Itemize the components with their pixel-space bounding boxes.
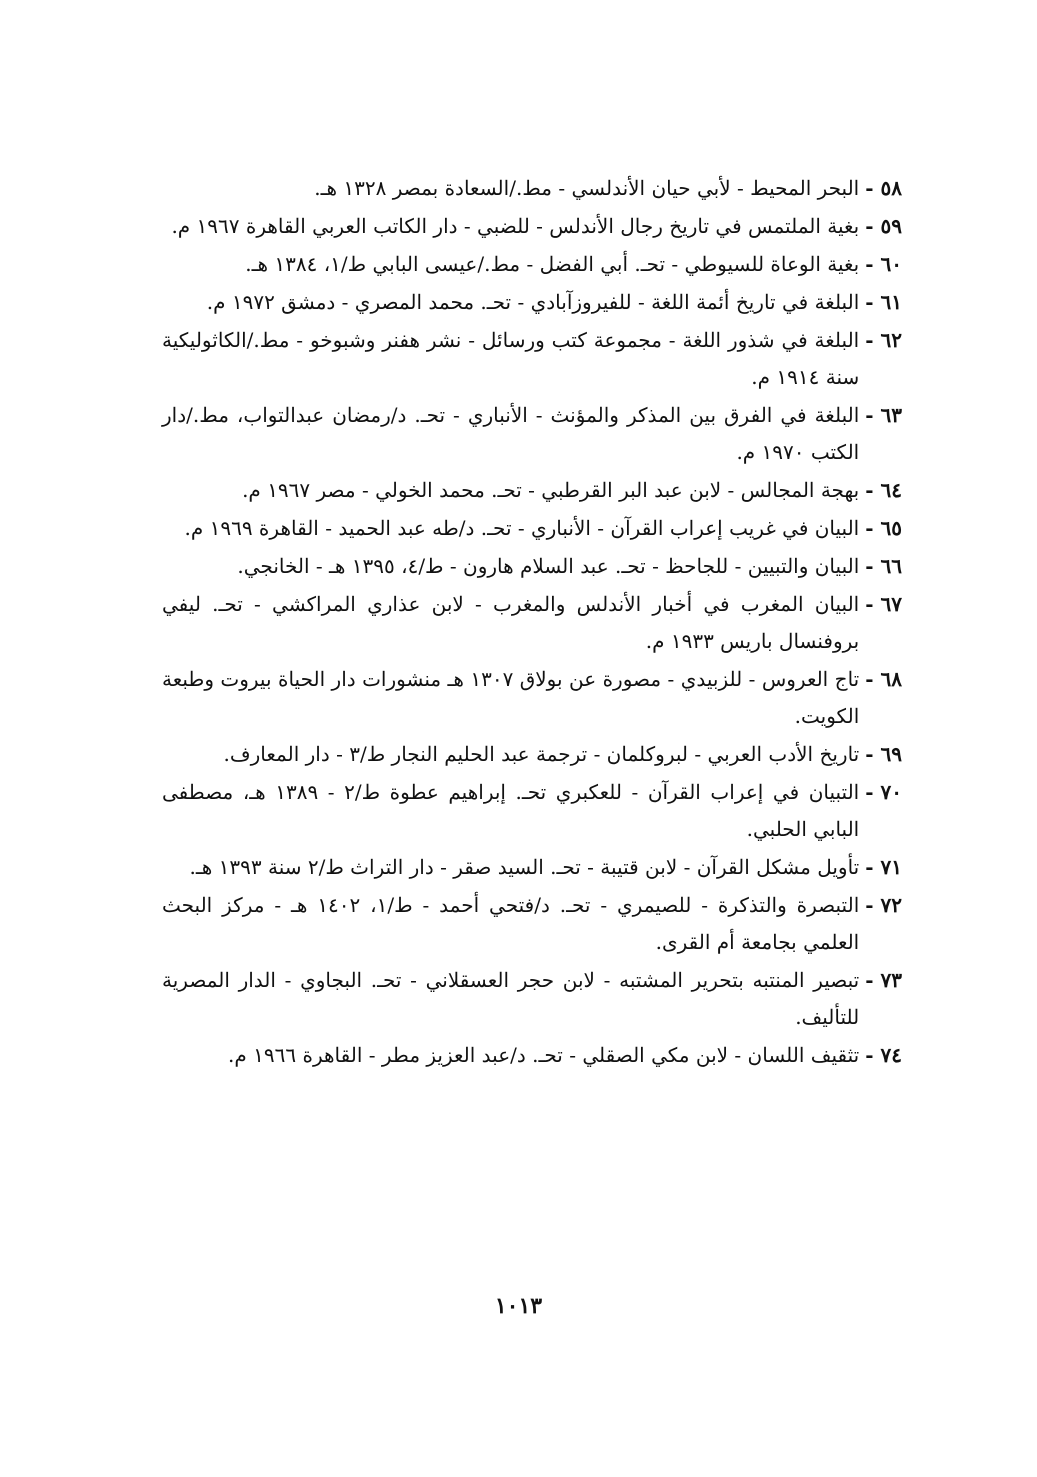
entry-text: التبيان في إعراب القرآن - للعكبري تحـ. إبراهيم عطوة ط/٢ - ١٣٨٩ هـ، مصطفى البابي الحلبي. xyxy=(162,780,860,841)
bibliography-entry xyxy=(162,397,902,471)
bibliography-entry xyxy=(162,774,902,848)
bibliography-entry xyxy=(162,548,902,585)
entry-text: البيان في غريب إعراب القرآن - الأنباري - تحـ. د/طه عبد الحميد - القاهرة ١٩٦٩ م. xyxy=(184,516,860,540)
entry-text: بهجة المجالس - لابن عبد البر القرطبي - تحـ. محمد الخولي - مصر ١٩٦٧ م. xyxy=(242,478,860,502)
bibliography-entry xyxy=(162,661,902,735)
entry-number: ٧١ - xyxy=(865,855,902,879)
bibliography-entry xyxy=(162,887,902,961)
bibliography-entry xyxy=(162,246,902,283)
entry-text: تاريخ الأدب العربي - لبروكلمان - ترجمة عبد الحليم النجار ط/٣ - دار المعارف. xyxy=(223,742,860,766)
entry-text: البيان المغرب في أخبار الأندلس والمغرب - لابن عذاري المراكشي - تحـ. ليفي بروفنسال باريس ١٩٣٣ م. xyxy=(162,592,860,653)
entry-number: ٧٢ - xyxy=(865,893,902,917)
entry-number: ٥٩ - xyxy=(865,214,902,238)
bibliography-entry xyxy=(162,736,902,773)
entry-number: ٦٩ - xyxy=(865,742,902,766)
bibliography-entry xyxy=(162,208,902,245)
entry-text: البلغة في الفرق بين المذكر والمؤنث - الأنباري - تحـ. د/رمضان عبدالتواب، مط./دار الكتب ١٩٧٠ م. xyxy=(162,403,860,464)
entry-number: ٦٦ - xyxy=(865,554,902,578)
entry-text: تاج العروس - للزبيدي - مصورة عن بولاق ١٣٠٧ هـ منشورات دار الحياة بيروت وطبعة الكويت. xyxy=(162,667,860,728)
entry-text: بغية الوعاة للسيوطي - تحـ. أبي الفضل - مط./عيسى البابي ط/١، ١٣٨٤ هـ. xyxy=(245,252,860,276)
bibliography-entry xyxy=(162,510,902,547)
entry-number: ٦٣ - xyxy=(865,403,902,427)
page-number: ١٠١٣ xyxy=(494,1293,543,1319)
entry-number: ٥٨ - xyxy=(865,176,902,200)
entry-text: البلغة في تاريخ أئمة اللغة - للفيروزآبادي - تحـ. محمد المصري - دمشق ١٩٧٢ م. xyxy=(206,290,860,314)
entry-number: ٦٨ - xyxy=(865,667,902,691)
entry-number: ٧٤ - xyxy=(865,1043,902,1067)
entry-text: تبصير المنتبه بتحرير المشتبه - لابن حجر العسقلاني - تحـ. البجاوي - الدار المصرية للتأليف. xyxy=(162,968,860,1029)
bibliography-entry xyxy=(162,586,902,660)
entry-text: تأويل مشكل القرآن - لابن قتيبة - تحـ. السيد صقر - دار التراث ط/٢ سنة ١٣٩٣ هـ. xyxy=(189,855,860,879)
bibliography-entry xyxy=(162,322,902,396)
entry-text: البيان والتبيين - للجاحظ - تحـ. عبد السلام هارون - ط/٤، ١٣٩٥ هـ - الخانجي. xyxy=(237,554,860,578)
bibliography-entry xyxy=(162,1037,902,1074)
bibliography-entry xyxy=(162,284,902,321)
entry-text: تثقيف اللسان - لابن مكي الصقلي - تحـ. د/عبد العزيز مطر - القاهرة ١٩٦٦ م. xyxy=(228,1043,860,1067)
bibliography-entry xyxy=(162,472,902,509)
entry-number: ٦١ - xyxy=(865,290,902,314)
entry-number: ٦٢ - xyxy=(865,328,902,352)
entry-number: ٦٥ - xyxy=(865,516,902,540)
entry-number: ٧٣ - xyxy=(865,968,902,992)
bibliography-list xyxy=(162,170,902,1075)
entry-text: التبصرة والتذكرة - للصيمري - تحـ. د/فتحي أحمد - ط/١، ١٤٠٢ هـ - مركز البحث العلمي بجامعة أم القرى. xyxy=(162,893,860,954)
entry-text: بغية الملتمس في تاريخ رجال الأندلس - للضبي - دار الكاتب العربي القاهرة ١٩٦٧ م. xyxy=(171,214,860,238)
entry-number: ٧٠ - xyxy=(865,780,902,804)
entry-number: ٦٠ - xyxy=(865,252,902,276)
bibliography-entry xyxy=(162,849,902,886)
bibliography-entry xyxy=(162,962,902,1036)
entry-text: البحر المحيط - لأبي حيان الأندلسي - مط./السعادة بمصر ١٣٢٨ هـ. xyxy=(314,176,860,200)
bibliography-entry xyxy=(162,170,902,207)
entry-number: ٦٧ - xyxy=(865,592,902,616)
entry-number: ٦٤ - xyxy=(865,478,902,502)
entry-text: البلغة في شذور اللغة - مجموعة كتب ورسائل - نشر هفنر وشبوخو - مط./الكاثوليكية سنة ١٩١٤ م. xyxy=(162,328,860,389)
